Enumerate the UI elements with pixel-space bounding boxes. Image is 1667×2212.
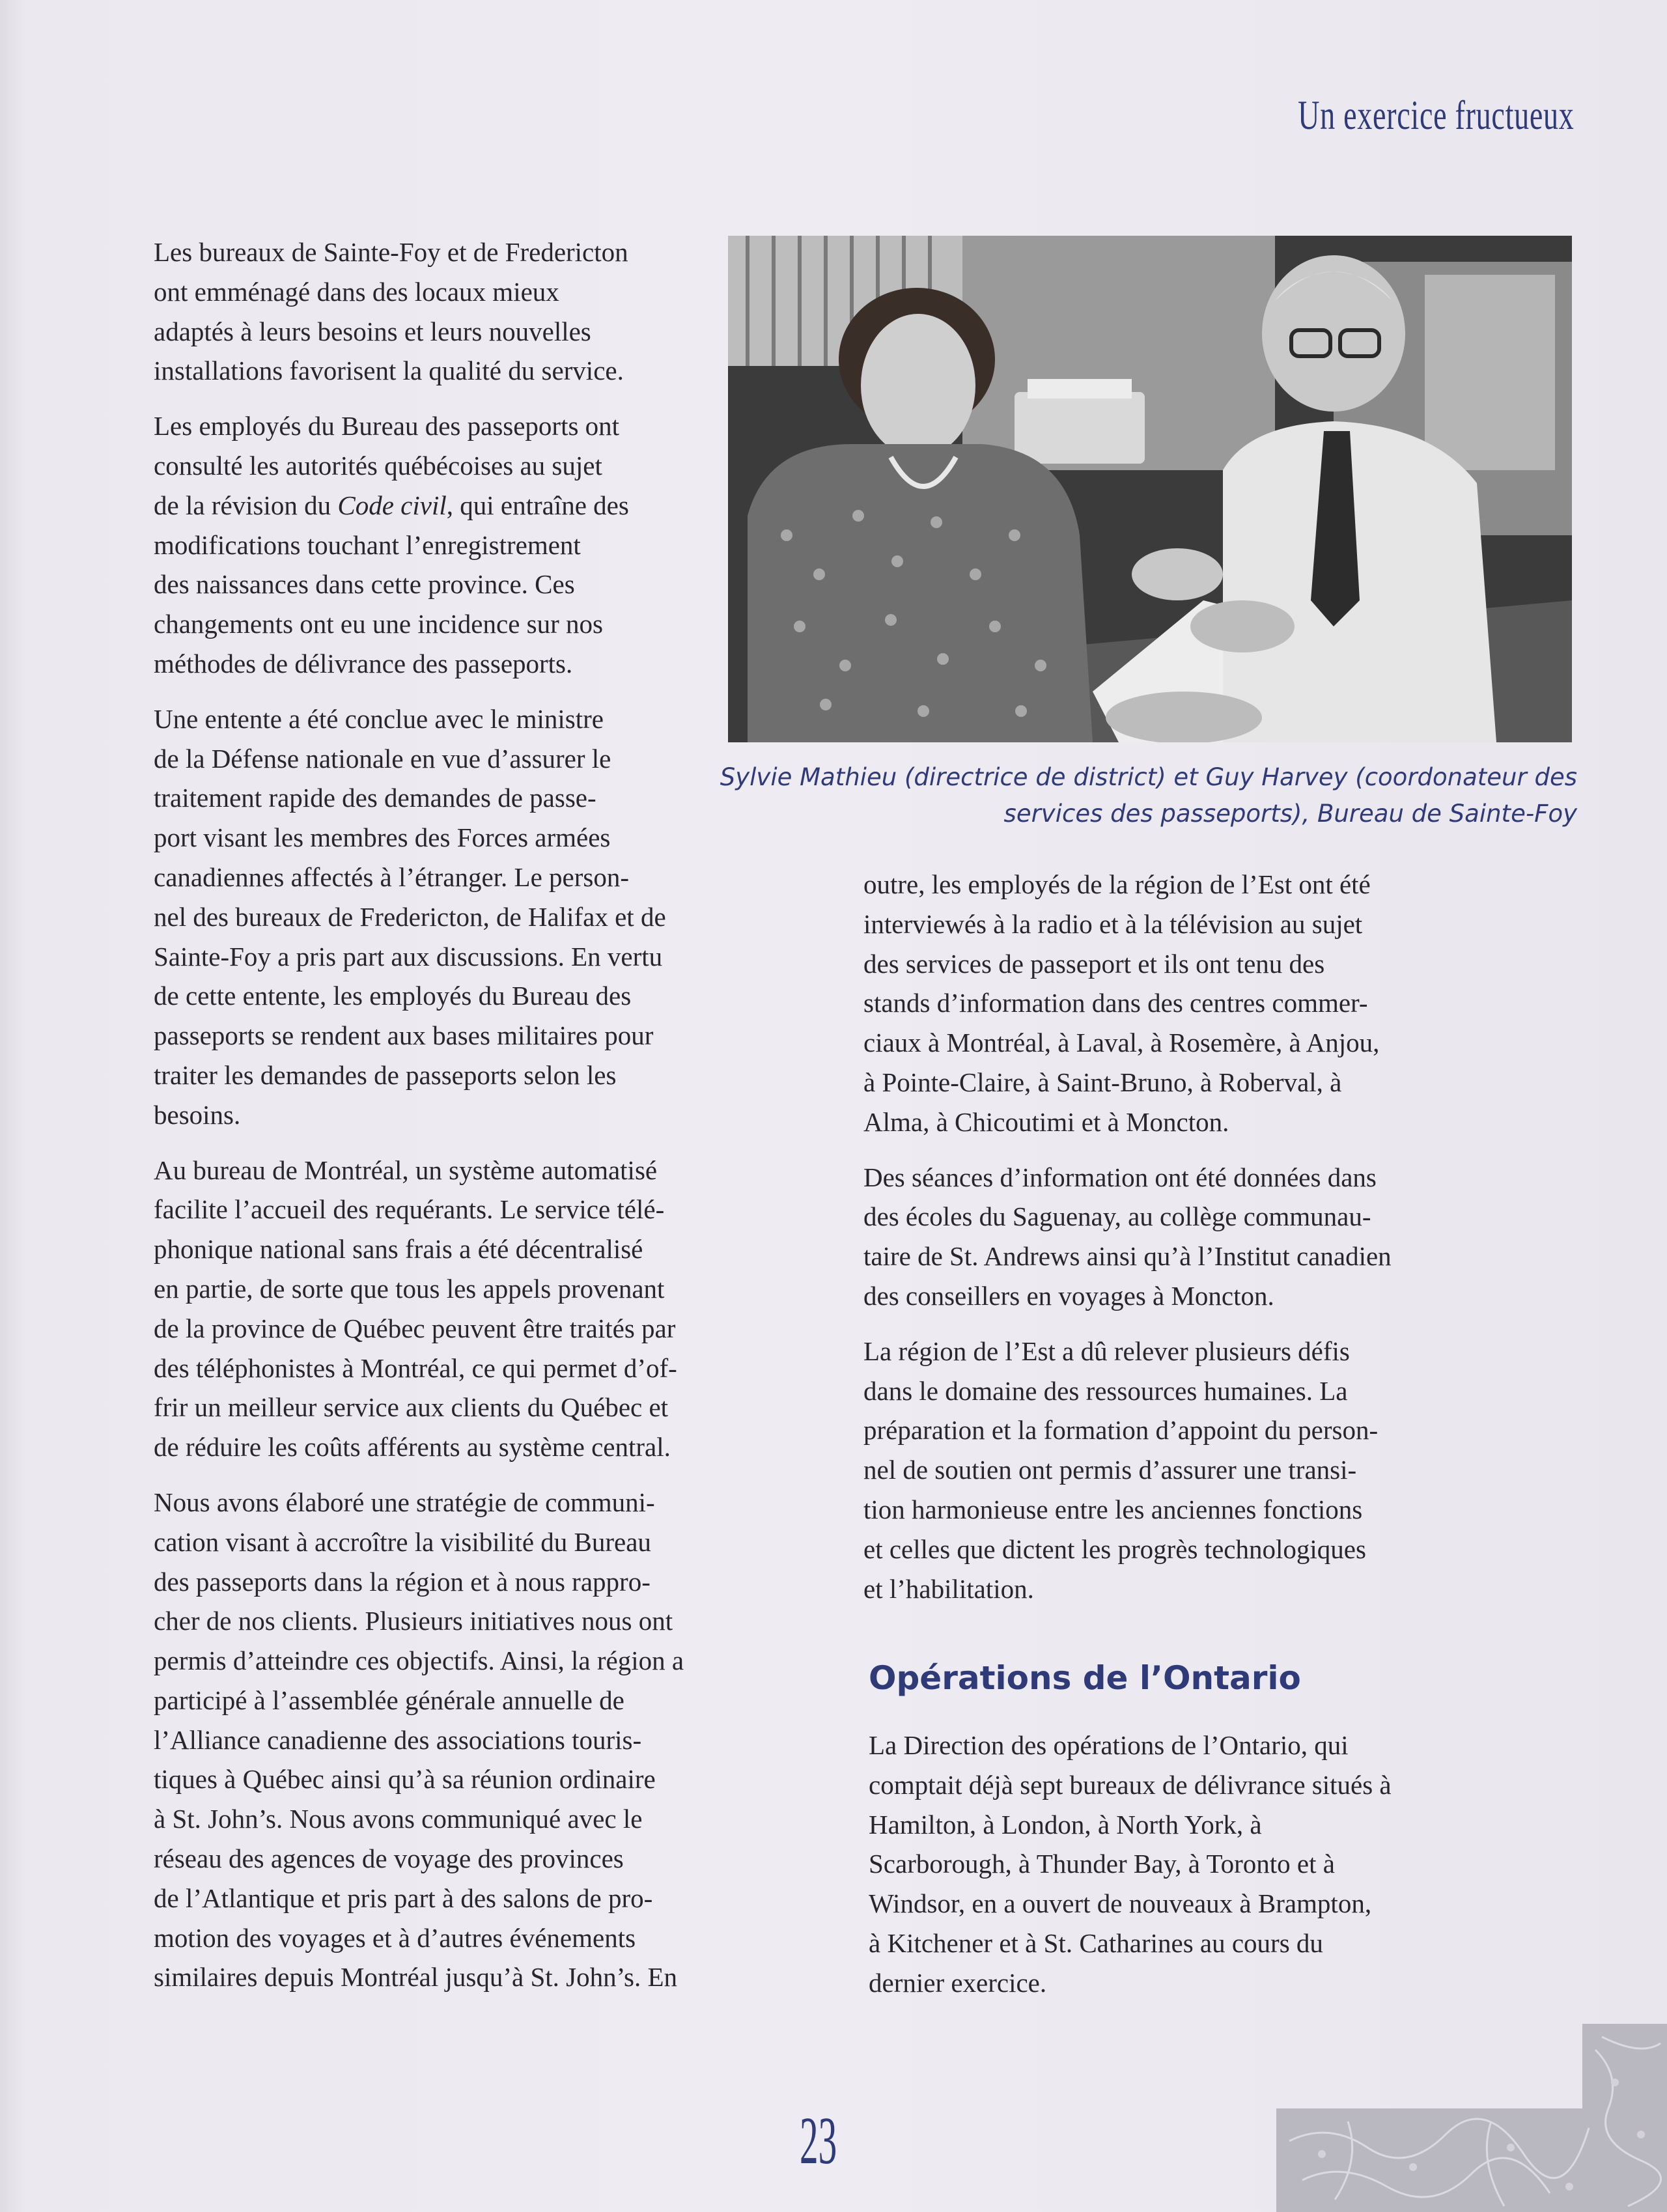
code-civil-italic: Code civil	[337, 490, 447, 520]
staff-photo	[728, 236, 1572, 742]
paragraph-media-outreach: outre, les employés de la région de l’Est ont été interviewés à la radio et à la télévision au sujet des services de passeport et ils ont tenu des stands d’information dans des centres commer- ciaux à Montréal, à Laval, à Rosemère, à Anjou, à Pointe-Claire, à Saint-Bruno, à Roberval, à Alma, à Chicoutimi et à Moncton.	[863, 869, 1380, 1137]
paragraph-communication-strategy: Nous avons élaboré une stratégie de communi- cation visant à accroître la visibilité du Bureau des passeports dans la région et à nous rappro- cher de nos clients. Plusieurs initiatives nous ont permis d’atteindre ces objectifs. Ainsi, la région a participé à l’assemblée générale annuelle de l’Alliance canadienne des associations touris- tiques à Québec ainsi qu’à sa réunion ordinaire à St. John’s. Nous avons communiqué avec le réseau des agences de voyage des provinces de l’Atlantique et pris part à des salons de pro- motion des voyages et à d’autres événements similaires depuis Montréal jusqu’à St. John’s. En	[154, 1487, 684, 1993]
paragraph-information-sessions: Des séances d’information ont été données dans des écoles du Saguenay, au collège communau- taire de St. Andrews ainsi qu’à l’Institut canadien des conseillers en voyages à Moncton.	[863, 1162, 1392, 1311]
staff-photo-illustration	[728, 236, 1572, 742]
paragraph-montreal-office: Au bureau de Montréal, un système automatisé facilite l’accueil des requérants. Le service télé- phonique national sans frais a été décentralisé en partie, de sorte que tous les appels provenant de la province de Québec peuvent être traités par des téléphonistes à Montréal, ce qui permet d’of- frir un meilleur service aux clients du Québec et de réduire les coûts afférents au système central.	[154, 1155, 677, 1463]
paragraph-relocation: Les bureaux de Sainte-Foy et de Fredericton ont emménagé dans des locaux mieux adaptés à leurs besoins et leurs nouvelles installations favorisent la qualité du service.	[154, 237, 628, 386]
page-number: 23	[800, 2103, 837, 2178]
section-heading-ontario: Opérations de l’Ontario	[869, 1659, 1301, 1697]
paragraph-ontario-offices: La Direction des opérations de l’Ontario, qui comptait déjà sept bureaux de délivrance situés à Hamilton, à London, à North York, à Scarborough, à Thunder Bay, à Toronto et à Windsor, en a ouvert de nouveaux à Brampton, à Kitchener et à St. Catharines au cours du dernier exercice.	[869, 1730, 1392, 1998]
decorative-map-corner	[1276, 2024, 1667, 2212]
paragraph-text: , qui entraîne des modifications touchant l’enregistrement des naissances dans cette province. Ces changements ont eu une incidence sur nos méthodes de délivrance des passeports.	[154, 490, 629, 679]
right-text-column	[863, 865, 1528, 1624]
running-header-title: Un exercice fructueux	[1298, 92, 1575, 138]
paragraph-text: Les employés du Bureau des passeports ont consulté les autorités québécoises au sujet de la révision du	[154, 411, 620, 520]
paragraph-human-resources: La région de l’Est a dû relever plusieurs défis dans le domaine des ressources humaines. La préparation et la formation d’appoint du person- nel de soutien ont permis d’assurer une transi- tion harmonieuse entre les anciennes fonctions et celles que dictent les progrès technologiques et l’habilitation.	[863, 1336, 1379, 1604]
paragraph-defence-agreement: Une entente a été conclue avec le ministre de la Défense nationale en vue d’assurer le traitement rapide des demandes de passe- port visant les membres des Forces armées canadiennes affectés à l’étranger. Le person- nel des bureaux de Fredericton, de Halifax et de Sainte-Foy a pris part aux discussions. En vertu de cette entente, les employés du Bureau des passeports se rendent aux bases militaires pour traiter les demandes de passeports selon les besoins.	[154, 703, 666, 1130]
paragraph-civil-code	[154, 406, 779, 684]
ontario-text-column	[869, 1726, 1533, 2019]
photo-caption: Sylvie Mathieu (directrice de district) et Guy Harvey (coordonateur des services des passeports), Bureau de Sainte-Foy	[720, 763, 1577, 828]
left-text-column	[154, 232, 779, 2013]
